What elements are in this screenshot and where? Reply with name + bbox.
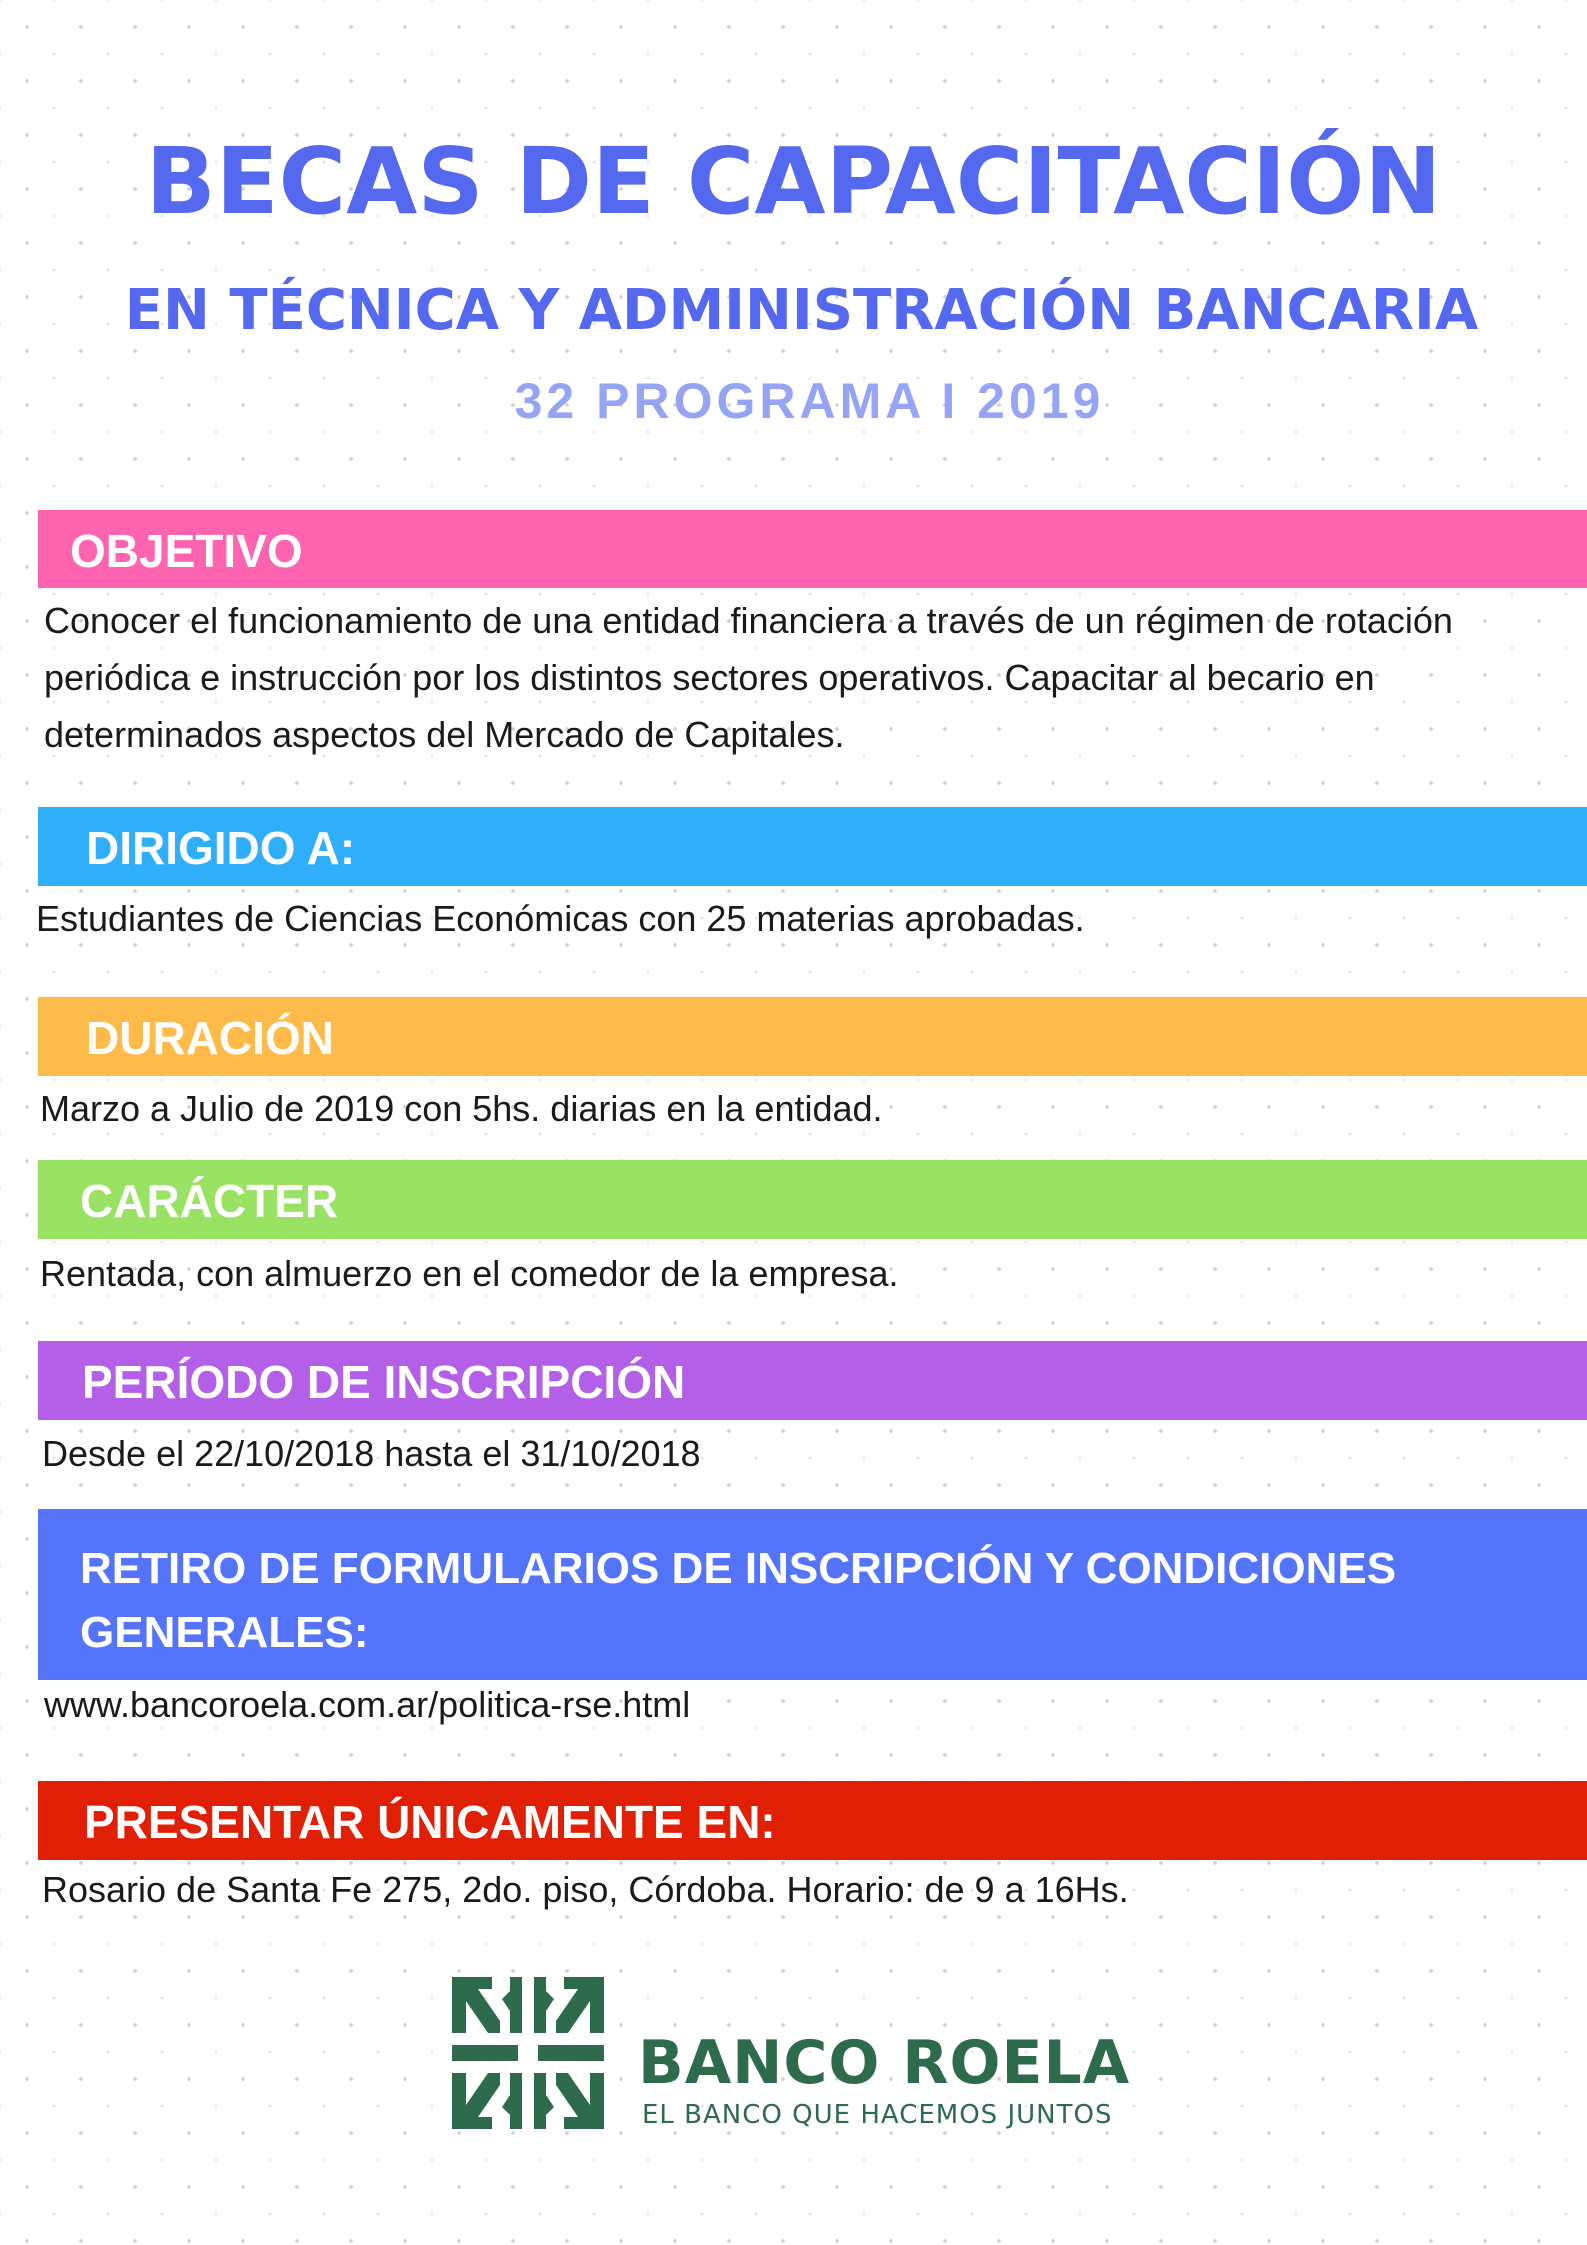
section-heading: PRESENTAR ÚNICAMENTE EN: bbox=[84, 1796, 776, 1848]
section-text-periodo: Desde el 22/10/2018 hasta el 31/10/2018 bbox=[42, 1433, 701, 1474]
section-heading: CARÁCTER bbox=[80, 1175, 339, 1227]
section-header-dirigido bbox=[38, 807, 1587, 886]
section-header-periodo bbox=[38, 1341, 1587, 1420]
bank-tagline: EL BANCO QUE HACEMOS JUNTOS bbox=[642, 2100, 1113, 2130]
section-header-retiro bbox=[38, 1509, 1587, 1680]
section-text-objetivo: Conocer el funcionamiento de una entidad financiera a través de un régimen de rotación periódica e instrucción por los distintos sectores operativos. Capacitar al becario en determinados aspectos del Mercado de Capitales. bbox=[44, 600, 1453, 755]
section-heading: DURACIÓN bbox=[86, 1012, 334, 1064]
subtitle: EN TÉCNICA Y ADMINISTRACIÓN BANCARIA bbox=[124, 278, 1479, 343]
section-text-presentar: Rosario de Santa Fe 275, 2do. piso, Córdoba. Horario: de 9 a 16Hs. bbox=[42, 1869, 1129, 1910]
section-heading: OBJETIVO bbox=[70, 525, 303, 577]
section-heading: DIRIGIDO A: bbox=[86, 822, 356, 874]
main-title: BECAS DE CAPACITACIÓN bbox=[145, 128, 1442, 235]
section-text-dirigido: Estudiantes de Ciencias Económicas con 25 materias aprobadas. bbox=[36, 898, 1085, 939]
website-link[interactable]: www.bancoroela.com.ar/politica-rse.html bbox=[44, 1684, 691, 1725]
section-text-caracter: Rentada, con almuerzo en el comedor de la empresa. bbox=[40, 1253, 899, 1294]
section-header-duracion bbox=[38, 997, 1587, 1076]
section-heading-line1: RETIRO DE FORMULARIOS DE INSCRIPCIÓN Y CONDICIONES bbox=[80, 1544, 1397, 1593]
program-label: 32 PROGRAMA I 2019 bbox=[514, 373, 1105, 429]
section-heading-line2: GENERALES: bbox=[80, 1608, 369, 1657]
bank-name: BANCO ROELA bbox=[638, 2028, 1131, 2098]
section-header-objetivo bbox=[38, 510, 1587, 588]
section-header-presentar bbox=[38, 1781, 1587, 1860]
section-header-caracter bbox=[38, 1160, 1587, 1239]
section-text-duracion: Marzo a Julio de 2019 con 5hs. diarias en la entidad. bbox=[40, 1088, 883, 1129]
section-heading: PERÍODO DE INSCRIPCIÓN bbox=[82, 1356, 686, 1408]
banco-roela-logo-icon bbox=[452, 1977, 604, 2129]
